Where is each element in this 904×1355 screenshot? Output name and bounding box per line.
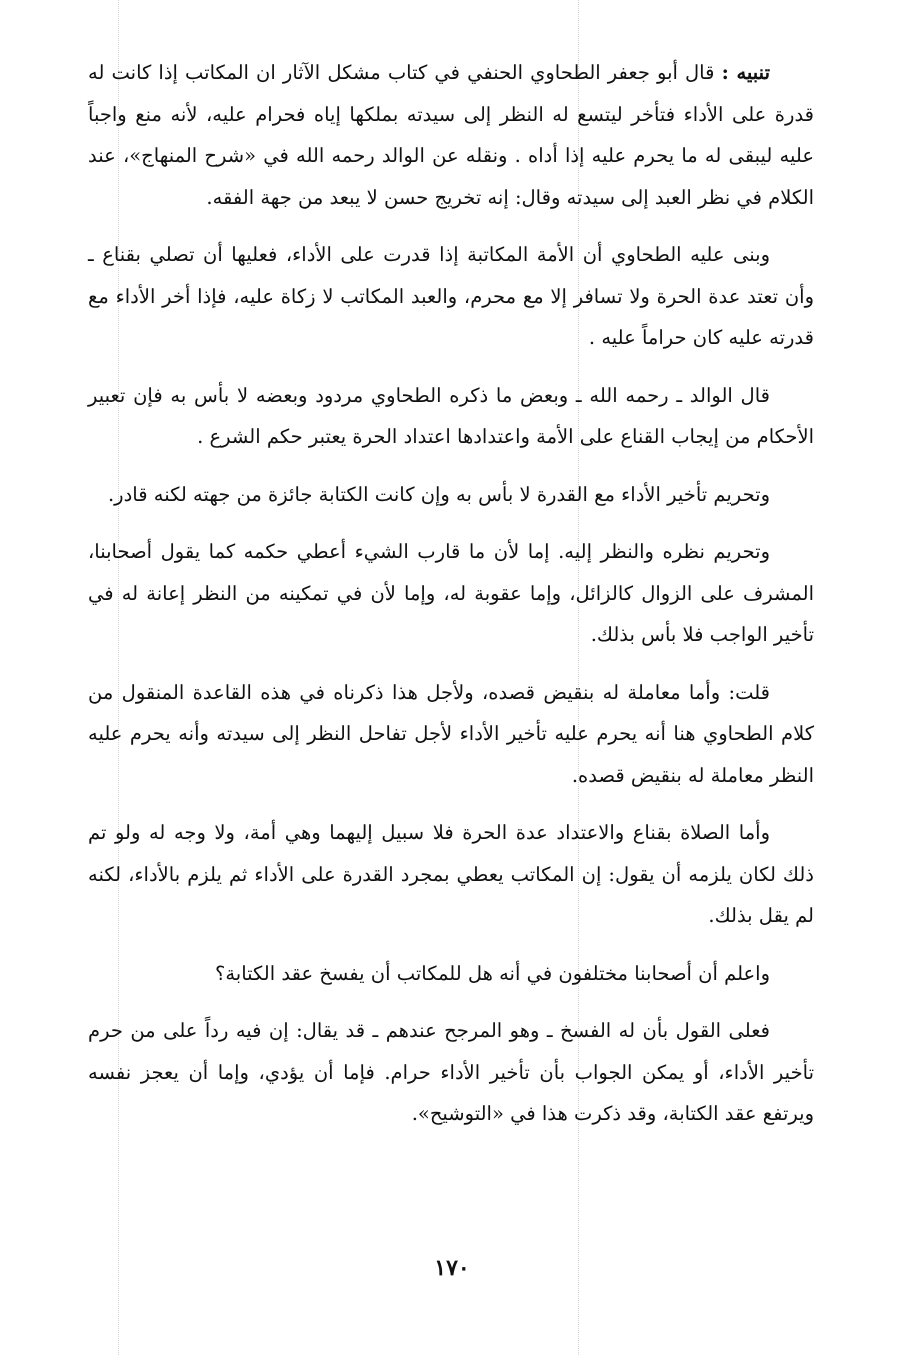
paragraph-note [88,52,814,218]
paragraph: وأما الصلاة بقناع والاعتداد عدة الحرة فلا سبيل إليهما وهي أمة، ولا وجه له ولو تم ذلك لكان يلزمه أن يقول: إن المكاتب يعطي بمجرد القدرة على الأداء ثم يلزم بالأداء، لكنه لم يقل بذلك. [88,821,814,927]
paragraph: وتحريم نظره والنظر إليه. إما لأن ما قارب الشيء أعطي حكمه كما يقول أصحابنا، المشرف على الزوال كالزائل، وإما عقوبة له، وإما لأن في تمكينه من النظر إعانة له في تأخير الواجب فلا بأس بذلك. [88,540,814,646]
paragraph: قال الوالد ـ رحمه الله ـ وبعض ما ذكره الطحاوي مردود وبعضه لا بأس به فإن تعبير الأحكام من إيجاب القناع على الأمة واعتدادها اعتداد الحرة يعتبر حكم الشرع . [88,383,814,448]
paragraph: وتحريم تأخير الأداء مع القدرة لا بأس به وإن كانت الكتابة جائزة من جهته لكنه قادر. [107,482,770,506]
paragraph: واعلم أن أصحابنا مختلفون في أنه هل للمكاتب أن يفسخ عقد الكتابة؟ [214,961,770,985]
note-label: تنبيه : [721,61,770,84]
paragraph: وبنى عليه الطحاوي أن الأمة المكاتبة إذا قدرت على الأداء، فعليها أن تصلي بقناع ـ وأن تعتد عدة الحرة ولا تسافر إلا مع محرم، والعبد المكاتب لا زكاة عليه، فإذا أخر الأداء مع قدرته عليه كان حراماً عليه . [88,243,814,349]
body-text [88,52,814,1135]
paragraph: قلت: وأما معاملة له بنقيض قصده، ولأجل هذا ذكرناه في هذه القاعدة المنقول من كلام الطحاوي هنا أنه يحرم عليه تأخير الأداء لأجل تفاحل النظر إلى سيدته وأنه يحرم عليه النظر معاملة له بنقيض قصده. [88,680,814,787]
paragraph: فعلى القول بأن له الفسخ ـ وهو المرجح عندهم ـ قد يقال: إن فيه رداً على من حرم تأخير الأداء، أو يمكن الجواب بأن تأخير الأداء حرام. فإما أن يؤدي، وإما أن يعجز نفسه ويرتفع عقد الكتابة، وقد ذكرت هذا في «التوشيح». [88,1019,814,1125]
page-number: ١٧٠ [434,1255,470,1281]
paragraph-text: قال أبو جعفر الطحاوي الحنفي في كتاب مشكل الآثار ان المكاتب إذا كانت له قدرة على الأداء فتأخر ليتسع له النظر إلى سيدته بملكها إياه فحرام عليه، لأنه منع واجباً عليه ليبقى له ما يحرم عليه إذا أداه . ونقله عن الوالد رحمه الله في «شرح المنهاج»، عند الكلام في نظر العبد إلى سيدته وقال: إنه تخريج حسن لا يبعد من جهة الفقه. [88,61,814,209]
